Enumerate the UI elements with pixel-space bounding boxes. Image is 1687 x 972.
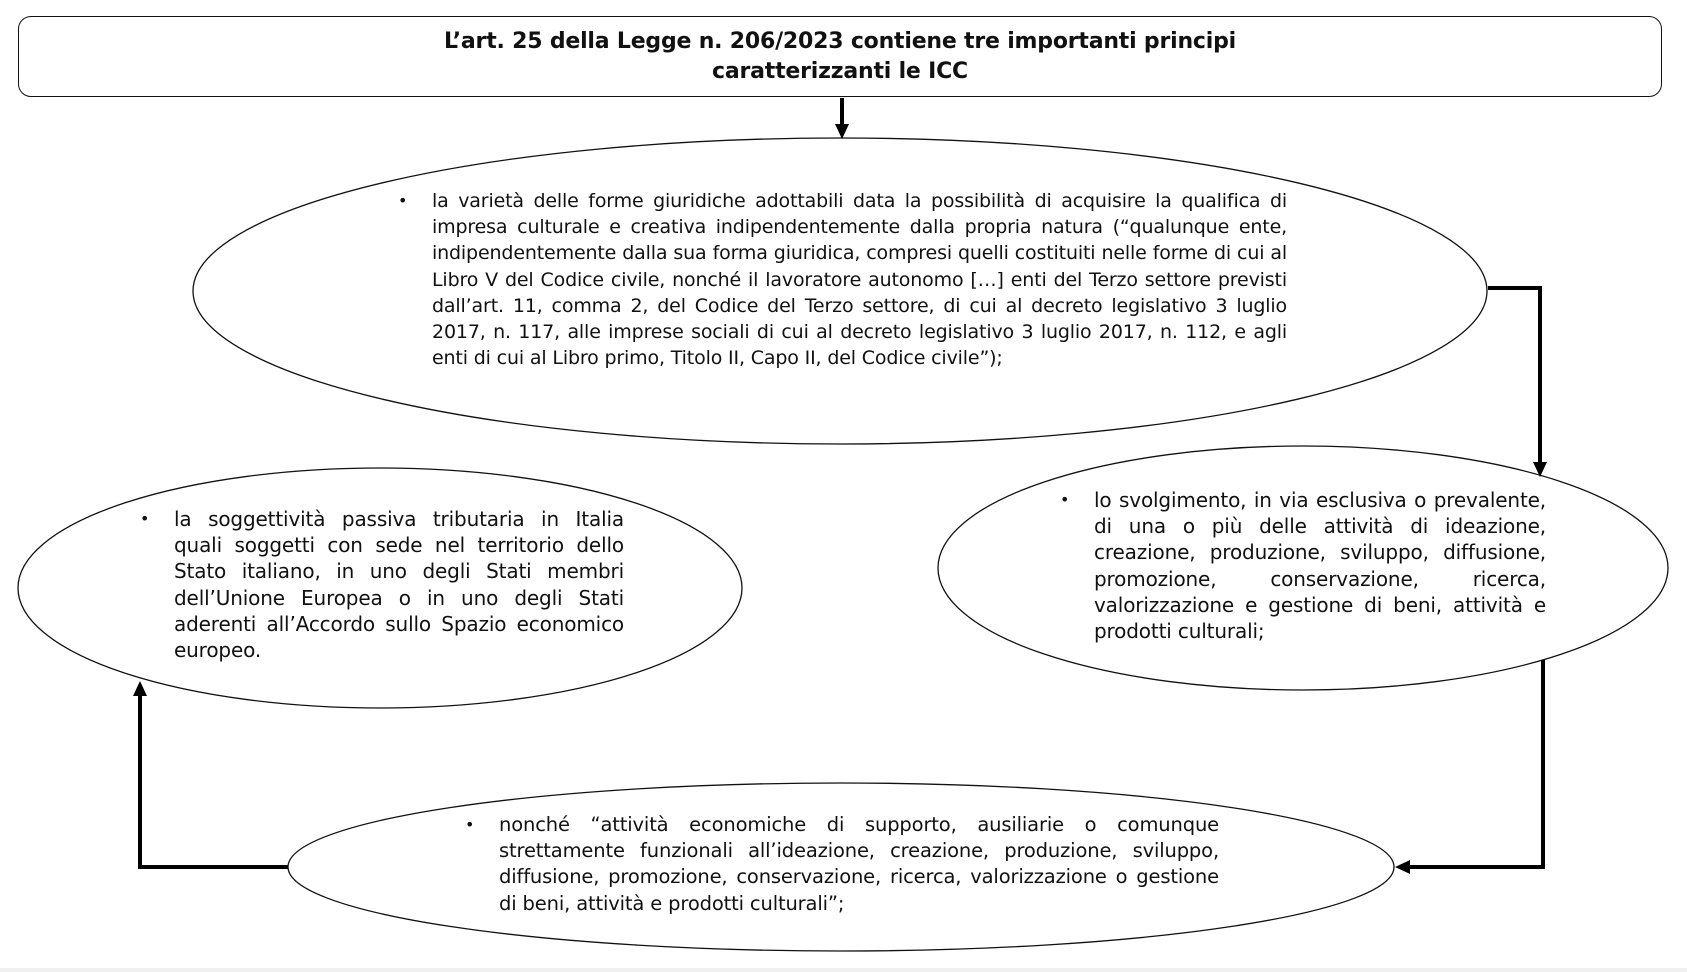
bullet-icon: •: [465, 815, 475, 834]
arrow-bottom-to-left: [133, 681, 288, 867]
node-bottom-label: nonché “attività economiche di supporto, ausiliarie o comunque strettamente funzionali all’ideazione, creazione, produzione, sviluppo, diffusione, promozione, conservazione, ricerca, valorizzazione o gestione di beni, attività e prodotti culturali”;: [499, 813, 1219, 915]
arrow-right-to-bottom: [1395, 660, 1543, 874]
node-right-label: lo svolgimento, in via esclusiva o prevalente, di una o più delle attività di ideazione, creazione, produzione, sviluppo, diffusione, promozione, conservazione, ricerca, valorizzazione e gestione di beni, attività e prodotti culturali;: [1094, 488, 1546, 644]
node-bottom-text: [465, 812, 1219, 917]
bottom-strip: [0, 968, 1687, 972]
node-left-label: la soggettività passiva tributaria in Italia quali soggetti con sede nel territorio dello Stato italiano, in uno degli Stati membri dell’Unione Europea o in uno degli Stati aderenti all’Accordo sullo Spazio economico europeo.: [174, 507, 624, 663]
bullet-icon: •: [140, 509, 150, 528]
node-top-text: [398, 188, 1287, 371]
node-top-label: la varietà delle forme giuridiche adottabili data la possibilità di acquisire la qualifica di impresa culturale e creativa indipendentemente dalla propria natura (“qualunque ente, indipendentemente dalla sua forma giuridica, compresi quelli costituiti nelle forme di cui al Libro V del Codice civile, nonché il lavoratore autonomo […] enti del Terzo settore previsti dall’art. 11, comma 2, del Codice del Terzo settore, di cui al decreto legislativo 3 luglio 2017, n. 117, alle imprese sociali di cui al decreto legislativo 3 luglio 2017, n. 112, e agli enti di cui al Libro primo, Titolo II, Capo II, del Codice civile”);: [432, 190, 1287, 370]
bullet-icon: •: [1060, 490, 1070, 509]
node-left-text: [140, 506, 624, 663]
node-right-text: [1060, 487, 1546, 644]
diagram-title: L’art. 25 della Legge n. 206/2023 contiene tre importanti principi caratterizzanti le ICC: [444, 28, 1236, 84]
arrow-top-to-right: [1488, 288, 1547, 477]
title-box: [18, 16, 1662, 97]
arrow-title-to-top: [835, 98, 849, 139]
bullet-icon: •: [398, 191, 408, 210]
